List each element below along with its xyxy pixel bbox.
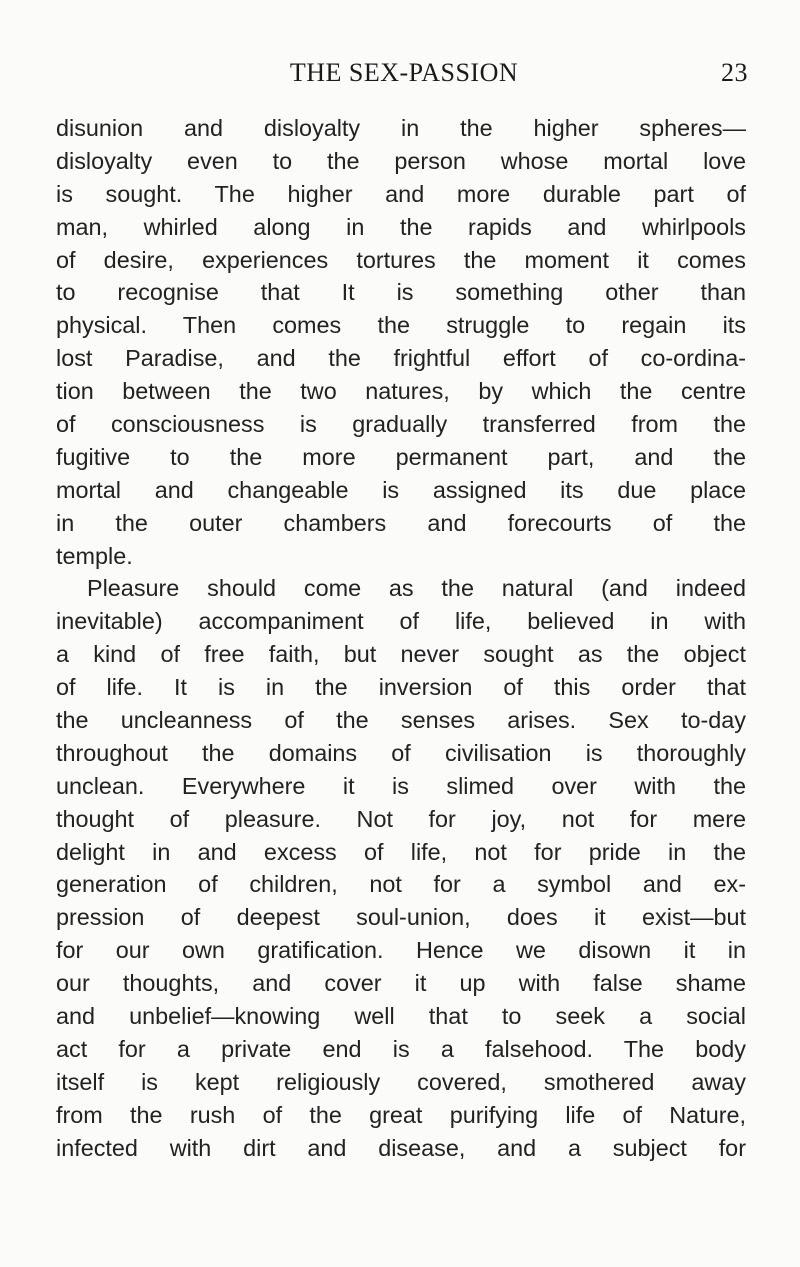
text-line: tion between the two natures, by which the centre (56, 378, 746, 405)
text-line: is sought. The higher and more durable part of (56, 180, 746, 207)
page-number: 23 (721, 58, 748, 87)
text-line: unclean. Everywhere it is slimed over with the (56, 772, 746, 799)
text-line: disloyalty even to the person whose mortal love (56, 147, 746, 174)
text-line: our thoughts, and cover it up with false shame (56, 970, 746, 997)
text-line: the uncleanness of the senses arises. Sex to-day (56, 707, 746, 734)
text-line: of consciousness is gradually transferred from the (56, 411, 746, 438)
paragraph-start-line: Pleasure should come as the natural (and indeed (87, 575, 746, 602)
text-line: infected with dirt and disease, and a subject for (56, 1134, 746, 1161)
text-line: of desire, experiences tortures the moment it comes (56, 246, 746, 273)
text-line: act for a private end is a falsehood. The body (56, 1035, 746, 1062)
text-line: physical. Then comes the struggle to regain its (56, 312, 746, 339)
running-title: THE SEX-PASSION (289, 58, 519, 87)
text-line: fugitive to the more permanent part, and the (56, 443, 746, 470)
text-line: thought of pleasure. Not for joy, not for mere (56, 805, 746, 832)
paragraph-end-line: temple. (56, 542, 133, 569)
text-line: mortal and changeable is assigned its due place (56, 476, 746, 503)
text-line: a kind of free faith, but never sought as the object (56, 641, 746, 668)
text-line: generation of children, not for a symbol and ex- (56, 871, 746, 898)
text-line: for our own gratification. Hence we disown it in (56, 937, 746, 964)
text-line: throughout the domains of civilisation is thoroughly (56, 739, 746, 766)
text-line: pression of deepest soul-union, does it exist—but (56, 904, 746, 931)
text-line: lost Paradise, and the frightful effort of co-ordina- (56, 345, 746, 372)
text-line: man, whirled along in the rapids and whirlpools (56, 213, 746, 240)
text-line: to recognise that It is something other than (56, 279, 746, 306)
text-line: and unbelief—knowing well that to seek a social (56, 1003, 746, 1030)
text-line: from the rush of the great purifying life of Nature, (56, 1101, 746, 1128)
text-line: itself is kept religiously covered, smothered away (56, 1068, 746, 1095)
text-line: disunion and disloyalty in the higher spheres— (56, 115, 746, 141)
body-text (56, 112, 746, 1165)
text-line: inevitable) accompaniment of life, believed in with (56, 608, 746, 635)
running-head (56, 58, 752, 98)
text-line: in the outer chambers and forecourts of the (56, 509, 746, 536)
text-line: of life. It is in the inversion of this order that (56, 674, 746, 701)
text-line: delight in and excess of life, not for pride in the (56, 838, 746, 865)
